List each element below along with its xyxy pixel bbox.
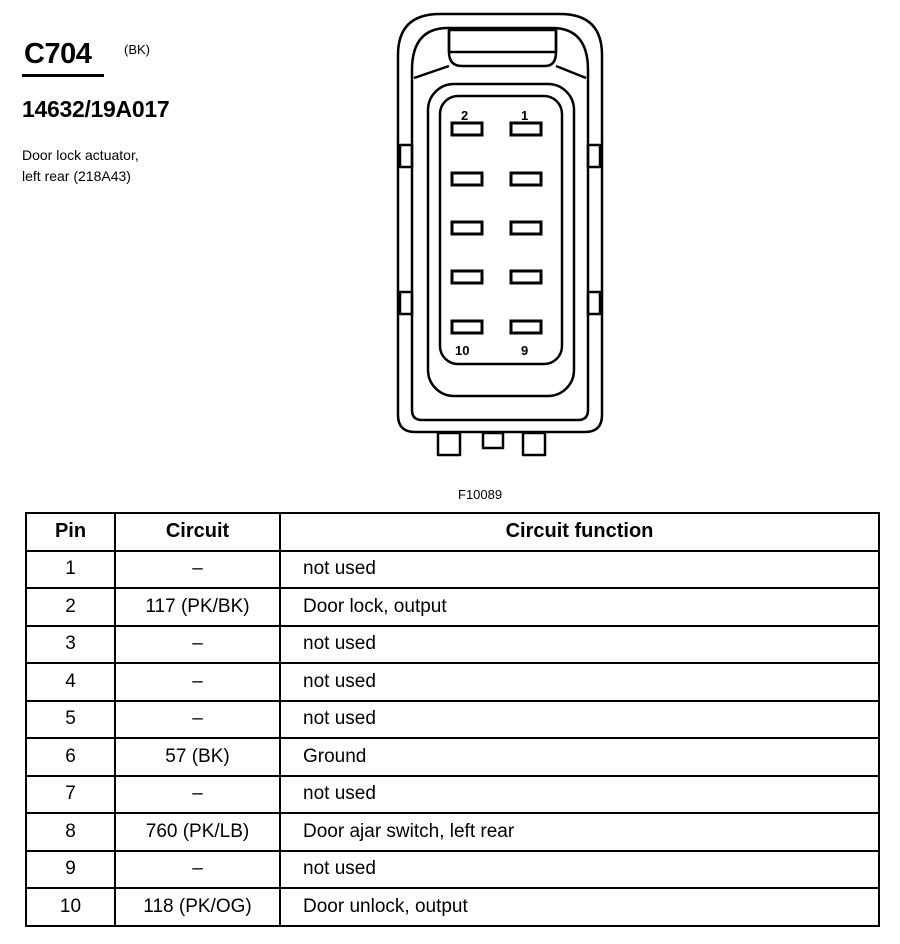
table-row: [26, 738, 879, 776]
pin-terminal-3: [511, 173, 541, 185]
foot-right: [523, 433, 545, 455]
side-tab-left-upper: [400, 145, 412, 167]
table-row: [26, 663, 879, 701]
side-tab-left-lower: [400, 292, 412, 314]
pin-terminal-8: [452, 271, 482, 283]
description-line-1: Door lock actuator,: [22, 147, 139, 163]
pin-terminal-6: [452, 222, 482, 234]
connector-latch-lip: [449, 30, 556, 52]
description-line-2: left rear (218A43): [22, 168, 131, 184]
pin-terminal-9: [511, 321, 541, 333]
circuit-cell: 117 (PK/BK): [115, 588, 280, 626]
pin-cell: 8: [26, 813, 115, 851]
pin-cell: 1: [26, 551, 115, 589]
pin-label-9: 9: [521, 343, 529, 358]
table-row: [26, 551, 879, 589]
part-number: 14632/19A017: [22, 96, 170, 122]
pin-terminal-5: [511, 222, 541, 234]
circuit-cell: 57 (BK): [115, 738, 280, 776]
table-row: [26, 626, 879, 664]
header-pin: Pin: [26, 513, 115, 551]
header-circuit: Circuit: [115, 513, 280, 551]
pin-cell: 7: [26, 776, 115, 814]
connector-color: (BK): [124, 42, 150, 57]
function-cell: Door unlock, output: [280, 888, 879, 926]
pin-terminal-2: [452, 123, 482, 135]
pin-label-10: 10: [455, 343, 470, 358]
function-cell: not used: [280, 776, 879, 814]
figure-id: F10089: [458, 487, 503, 502]
table-row: [26, 888, 879, 926]
function-cell: not used: [280, 551, 879, 589]
table-row: [26, 776, 879, 814]
table-row: [26, 701, 879, 739]
circuit-cell: –: [115, 626, 280, 664]
table-row: [26, 588, 879, 626]
pin-cavity-frame: [428, 84, 574, 396]
pin-terminal-10: [452, 321, 482, 333]
pin-terminal-7: [511, 271, 541, 283]
header-circuit-function: Circuit function: [280, 513, 879, 551]
function-cell: Door ajar switch, left rear: [280, 813, 879, 851]
side-tab-right-upper: [588, 145, 600, 167]
table-row: [26, 813, 879, 851]
pin-terminals: [452, 123, 541, 333]
pin-cell: 2: [26, 588, 115, 626]
pin-terminal-1: [511, 123, 541, 135]
pin-cell: 5: [26, 701, 115, 739]
function-cell: Door lock, output: [280, 588, 879, 626]
pin-cell: 3: [26, 626, 115, 664]
table-header-row: [26, 513, 879, 551]
function-cell: Ground: [280, 738, 879, 776]
function-cell: not used: [280, 851, 879, 889]
pinout-table: [25, 512, 880, 927]
circuit-cell: 118 (PK/OG): [115, 888, 280, 926]
pin-cell: 10: [26, 888, 115, 926]
circuit-cell: –: [115, 851, 280, 889]
pin-terminal-4: [452, 173, 482, 185]
connector-latch: [449, 30, 556, 66]
pin-cell: 4: [26, 663, 115, 701]
pin-cell: 9: [26, 851, 115, 889]
circuit-cell: –: [115, 776, 280, 814]
pin-label-1: 1: [521, 108, 529, 123]
foot-left: [438, 433, 460, 455]
circuit-cell: –: [115, 663, 280, 701]
function-cell: not used: [280, 626, 879, 664]
table-row: [26, 851, 879, 889]
pin-label-2: 2: [461, 108, 469, 123]
pin-cell: 6: [26, 738, 115, 776]
circuit-cell: –: [115, 551, 280, 589]
connector-id: C704: [24, 38, 92, 70]
side-tab-right-lower: [588, 292, 600, 314]
function-cell: not used: [280, 663, 879, 701]
foot-middle: [483, 433, 503, 448]
circuit-cell: –: [115, 701, 280, 739]
function-cell: not used: [280, 701, 879, 739]
circuit-cell: 760 (PK/LB): [115, 813, 280, 851]
